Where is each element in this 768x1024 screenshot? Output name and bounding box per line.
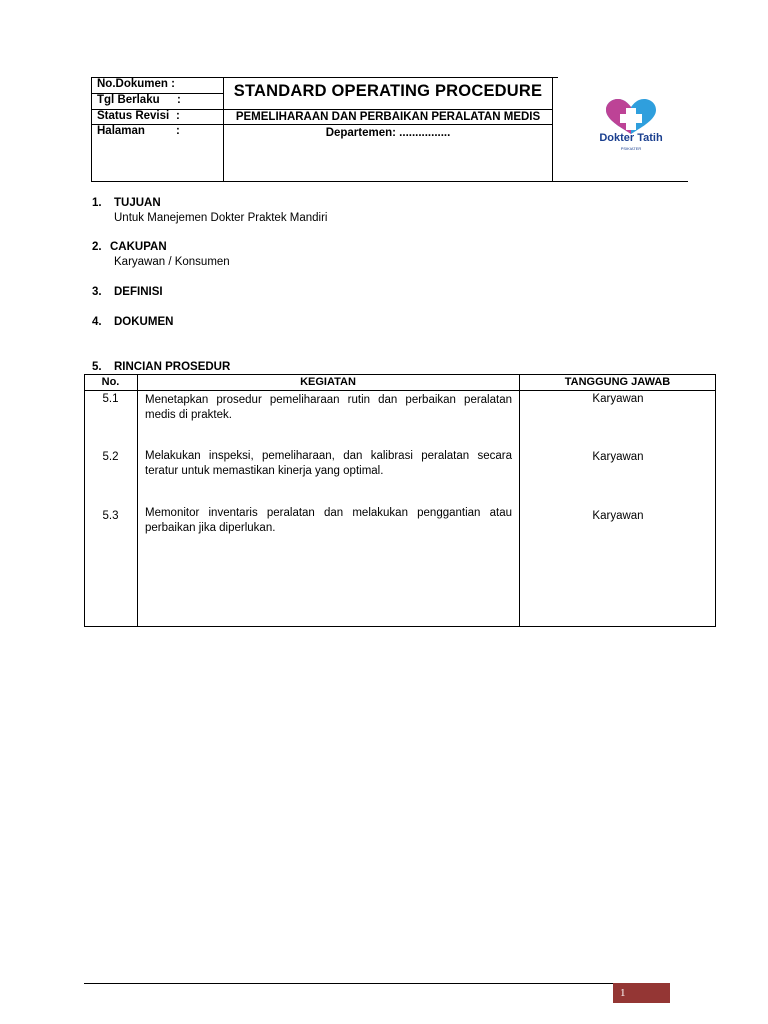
- section-title: RINCIAN PROSEDUR: [114, 361, 231, 373]
- meta-row-line-3: [91, 124, 552, 125]
- table-col-divider-1: [137, 374, 138, 627]
- meta-tgl-berlaku-colon: :: [177, 94, 181, 106]
- section-title: CAKUPAN: [110, 241, 167, 253]
- row-tanggung-jawab: Karyawan: [592, 393, 644, 405]
- heart-cross-icon: [592, 98, 670, 136]
- section-title: DEFINISI: [114, 286, 163, 298]
- row-tanggung-jawab: Karyawan: [592, 510, 644, 522]
- logo-name: Dokter Tatih: [599, 132, 663, 144]
- document-subtitle: PEMELIHARAAN DAN PERBAIKAN PERALATAN MEDIS: [235, 111, 541, 123]
- meta-tgl-berlaku-label: Tgl Berlaku: [97, 94, 160, 106]
- meta-halaman-colon: :: [176, 125, 180, 137]
- table-header-no: No.: [101, 376, 120, 388]
- footer-divider: [84, 983, 670, 984]
- table-header-kegiatan: KEGIATAN: [300, 376, 356, 388]
- row-number: 5.3: [102, 510, 119, 522]
- section-number: 5.: [92, 361, 102, 373]
- document-title: STANDARD OPERATING PROCEDURE: [233, 82, 543, 100]
- section-title: DOKUMEN: [114, 316, 174, 328]
- section-body: Karyawan / Konsumen: [114, 256, 230, 268]
- section-title: TUJUAN: [114, 197, 161, 209]
- department-field: Departemen: ................: [325, 127, 451, 139]
- page-number-badge: [613, 983, 670, 1003]
- row-number: 5.1: [102, 393, 119, 405]
- table-header-tanggung-jawab: TANGGUNG JAWAB: [564, 376, 671, 388]
- section-number: 2.: [92, 241, 102, 253]
- meta-halaman-label: Halaman: [97, 125, 145, 137]
- section-body: Untuk Manejemen Dokter Praktek Mandiri: [114, 212, 328, 224]
- meta-no-dokumen-label: No.Dokumen :: [97, 78, 175, 90]
- row-kegiatan: Memonitor inventaris peralatan dan melakukan penggantian atau perbaikan jika diperlukan.: [145, 507, 512, 534]
- row-kegiatan: Melakukan inspeksi, pemeliharaan, dan kalibrasi peralatan secara teratur untuk memastikan kinerja yang optimal.: [145, 450, 512, 477]
- header-logo-divider: [552, 77, 553, 182]
- meta-status-revisi-colon: :: [176, 110, 180, 122]
- header-bottom-border: [91, 181, 688, 182]
- section-number: 1.: [92, 197, 102, 209]
- row-number: 5.2: [102, 451, 119, 463]
- row-kegiatan: Menetapkan prosedur pemeliharaan rutin dan perbaikan peralatan medis di praktek.: [145, 394, 512, 421]
- row-tanggung-jawab: Karyawan: [592, 451, 644, 463]
- section-number: 3.: [92, 286, 102, 298]
- clinic-logo: [592, 98, 670, 156]
- table-col-divider-2: [519, 374, 520, 627]
- page-number: 1: [620, 987, 626, 999]
- section-number: 4.: [92, 316, 102, 328]
- meta-status-revisi-label: Status Revisi: [97, 110, 170, 122]
- table-header-divider: [84, 390, 716, 391]
- logo-tagline: PSIKIATER: [620, 146, 642, 151]
- title-row-line: [223, 109, 552, 110]
